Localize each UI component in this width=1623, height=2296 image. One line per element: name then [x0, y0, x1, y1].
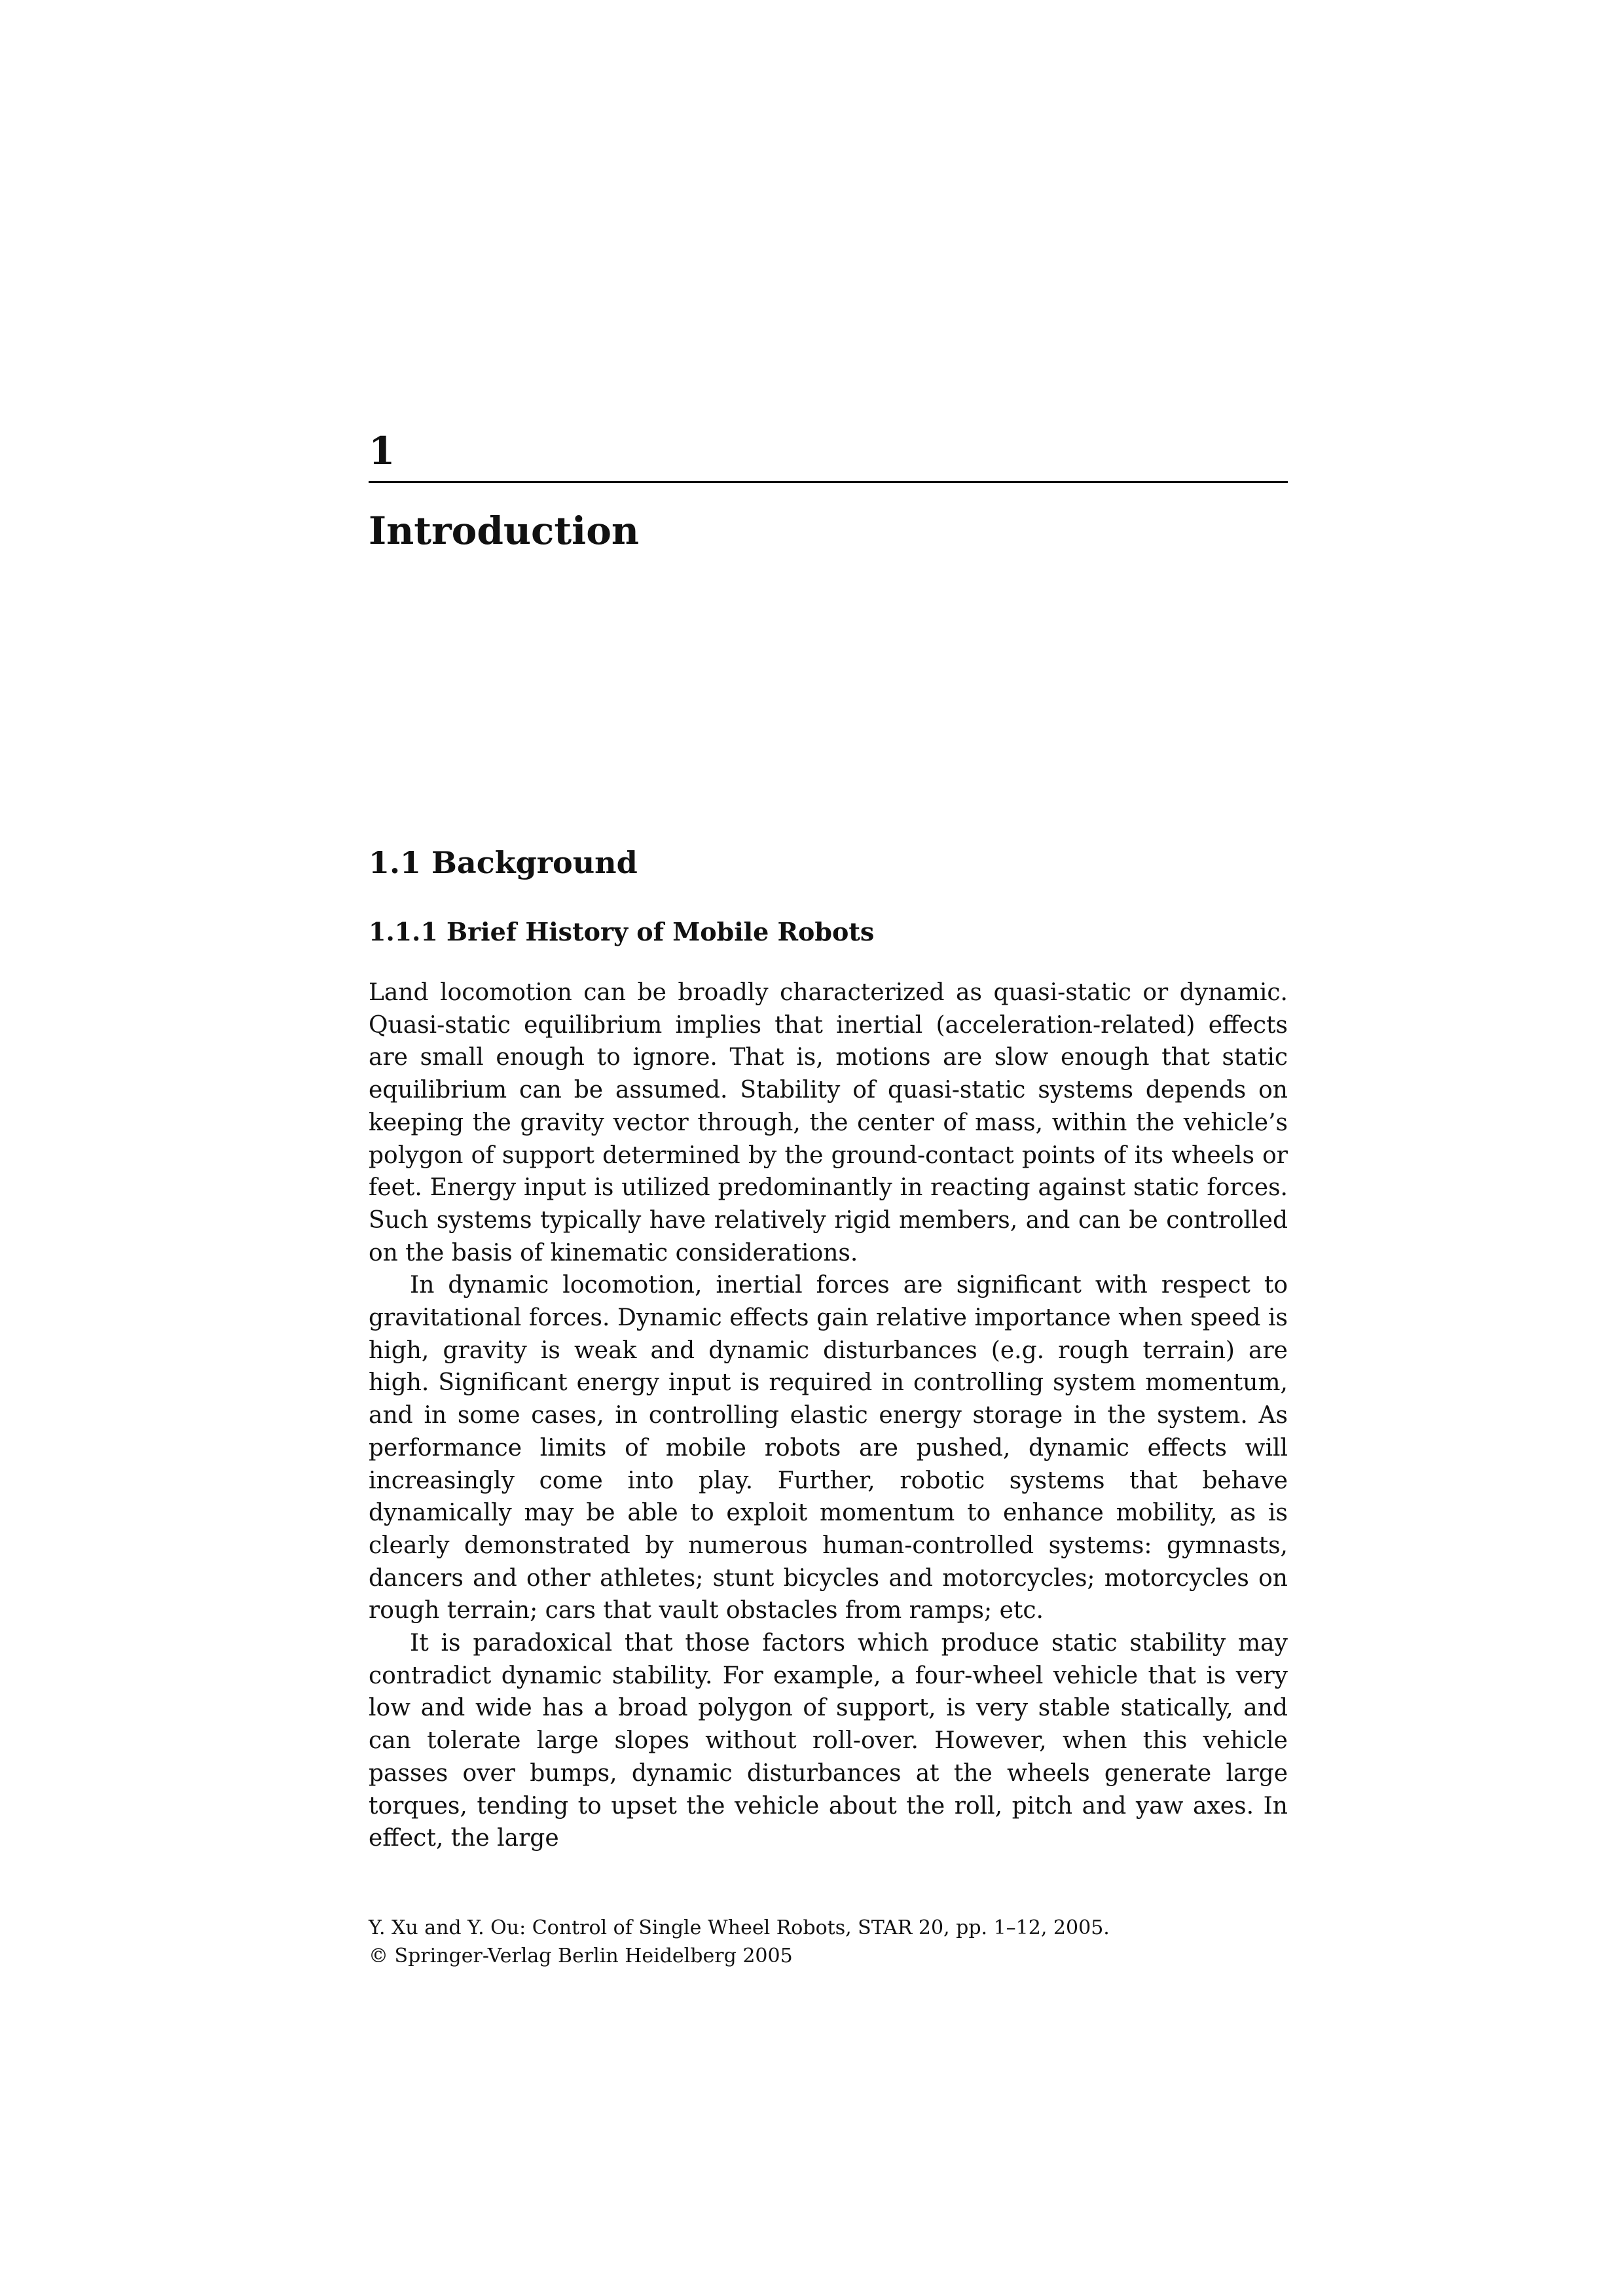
- copyright-line: © Springer-Verlag Berlin Heidelberg 2005: [369, 1945, 793, 1967]
- subsection-title: 1.1.1 Brief History of Mobile Robots: [369, 917, 875, 946]
- paragraph: Land locomotion can be broadly characterized as quasi-static or dynamic. Quasi-static equilibrium implies that inertial (acceleration-related) effects are small enough to ignore. That is, motions are slow enough that static equilibrium can be assumed. Stability of quasi-static systems depends on keeping the gravity vector through, the center of mass, within the vehicle’s polygon of support determined by the ground-contact points of its wheels or feet. Energy input is utilized predominantly in reacting against static forces. Such systems typically have relatively rigid members, and can be controlled on the basis of kinematic considerations.: [369, 979, 1288, 1266]
- body-text: [369, 977, 1288, 1855]
- paragraph: In dynamic locomotion, inertial forces are significant with respect to gravitational forces. Dynamic effects gain relative importance when speed is high, gravity is weak and dynamic disturbances (e.g. rough terrain) are high. Significant energy input is required in controlling system momentum, and in some cases, in controlling elastic energy storage in the system. As performance limits of mobile robots are pushed, dynamic effects will increasingly come into play. Further, robotic systems that behave dynamically may be able to exploit momentum to enhance mobility, as is clearly demonstrated by numerous human-controlled systems: gymnasts, dancers and other athletes; stunt bicycles and motorcycles; motorcycles on rough terrain; cars that vault obstacles from ramps; etc.: [369, 1272, 1288, 1624]
- chapter-divider: [369, 481, 1288, 483]
- chapter-title: Introduction: [369, 509, 640, 553]
- citation-line: Y. Xu and Y. Ou: Control of Single Wheel Robots, STAR 20, pp. 1–12, 2005.: [369, 1916, 1110, 1939]
- paragraph: It is paradoxical that those factors which produce static stability may contradict dynamic stability. For example, a four-wheel vehicle that is very low and wide has a broad polygon of support, is very stable statically, and can tolerate large slopes without roll-over. However, when this vehicle passes over bumps, dynamic disturbances at the wheels generate large torques, tending to upset the vehicle about the roll, pitch and yaw axes. In effect, the large: [369, 1630, 1288, 1852]
- chapter-number: 1: [369, 429, 395, 473]
- section-title: 1.1 Background: [369, 845, 638, 880]
- page-footer: [369, 1914, 1110, 1970]
